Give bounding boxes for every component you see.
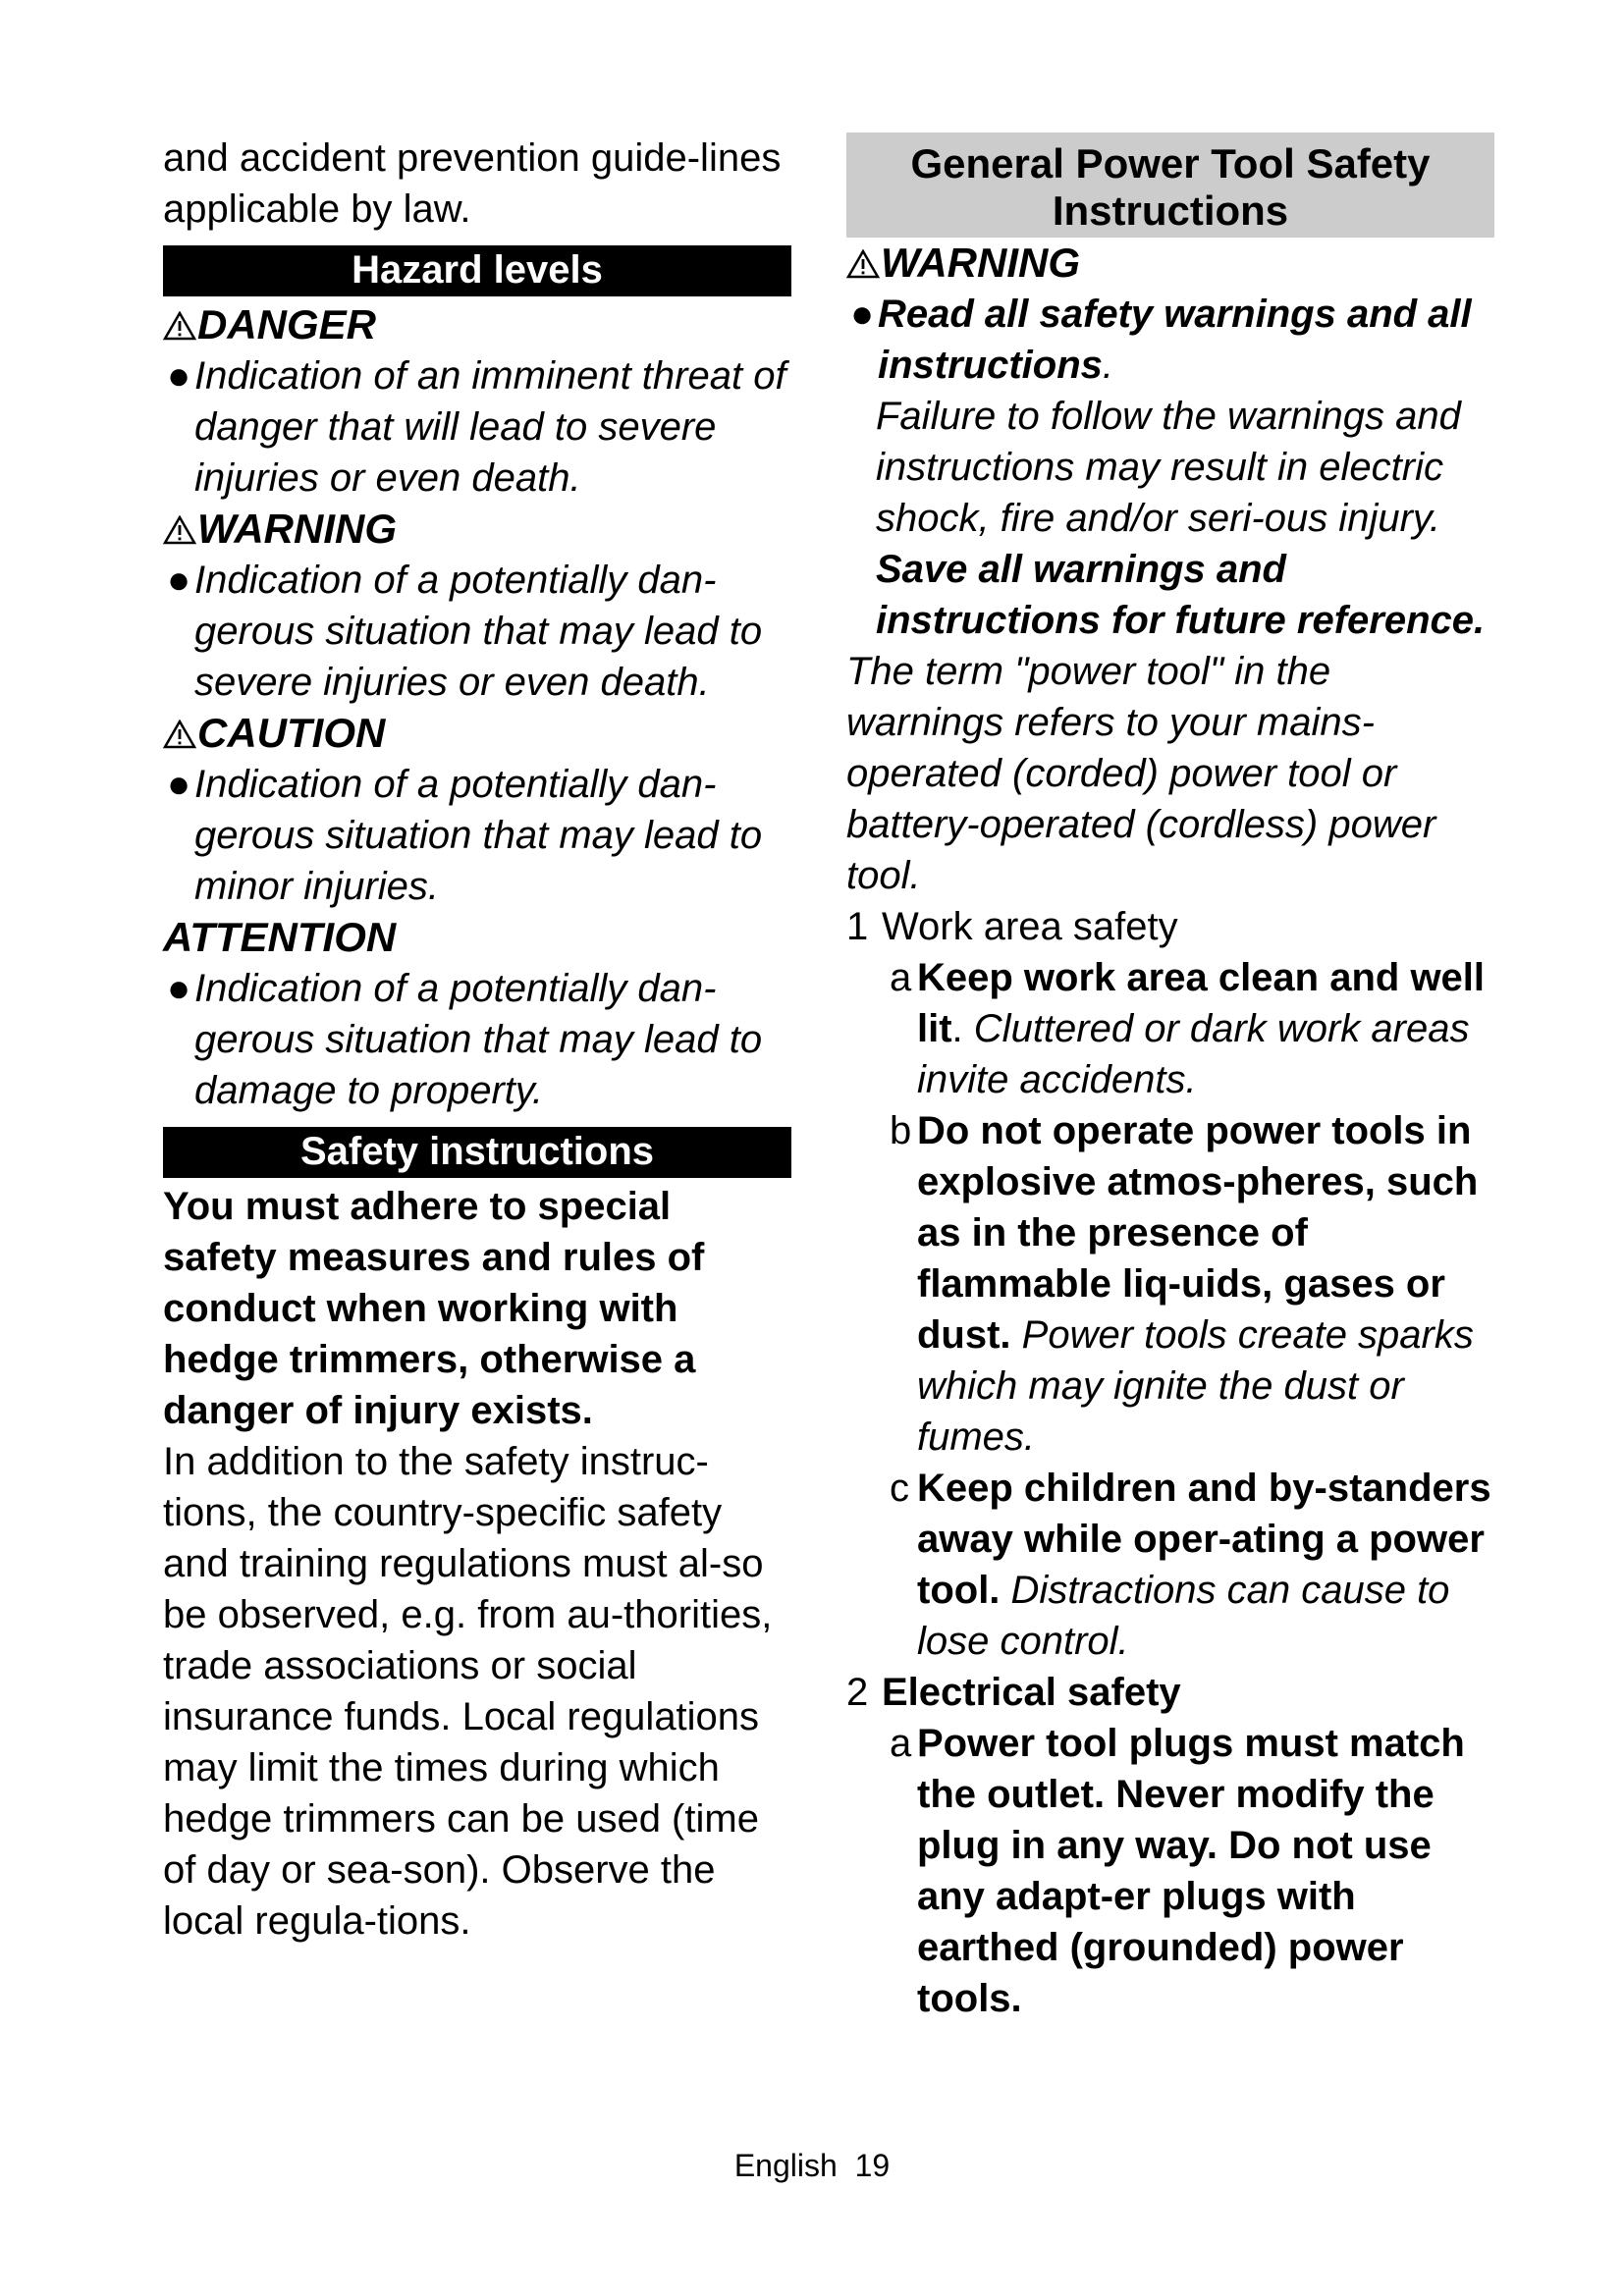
save-warnings-text: Save all warnings and instructions for future reference. [876, 548, 1486, 642]
electrical-safety-title: Electrical safety [882, 1671, 1181, 1714]
caution-description: ● Indication of a potentially dan-gerous situation that may lead to minor injuries. [167, 763, 763, 908]
warning-triangle-icon [163, 720, 196, 749]
work-area-item-c: c Keep children and by-standers away while oper-ating a power tool. Distractions can cause to lose control. [890, 1467, 1491, 1663]
warning-triangle-icon [163, 311, 196, 341]
left-column [163, 133, 791, 1947]
attention-description: ● Indication of a potentially dan-gerous situation that may lead to damage to property. [167, 967, 763, 1112]
warning-label-text: WARNING [197, 506, 397, 552]
attention-label: ATTENTION [163, 914, 397, 960]
read-instructions-item: ● Read all safety warnings and all instructions. [850, 293, 1472, 387]
warning-label [163, 504, 791, 555]
electrical-item-a: a Power tool plugs must match the outlet. Never modify the plug in any way. Do not use any adapt-er plugs with earthed (grounded) power tools. [890, 1722, 1465, 2020]
page-footer [0, 2146, 1624, 2185]
warning-description: ● Indication of a potentially dan-gerous situation that may lead to severe injuries or even death. [167, 559, 763, 704]
read-instructions-bold: Read all safety warnings and all instructions [878, 293, 1472, 387]
safety-bold-text: You must adhere to special safety measures and rules of conduct when working with hedge trimmers, otherwise a danger of injury exists. [163, 1185, 705, 1432]
work-area-safety-heading: 1 Work area safety [846, 905, 1178, 948]
failure-text: Failure to follow the warnings and instructions may result in electric shock, fire and/or seri-ous injury. [876, 395, 1461, 540]
safety-body-text: In addition to the safety instruc-tions, the country-specific safety and training regulations must al-so be observed, e.g. from au-thorities, trade associations or social insurance funds. Local regulations may limit the times during which hedge trimmers can be used (time of day or sea-son). Observe the local regula-tions. [163, 1440, 773, 1943]
warning-text: Indication of a potentially dan-gerous situation that may lead to severe injuries or even death. [194, 559, 763, 704]
work-area-safety-title: Work area safety [882, 905, 1178, 948]
failure-paragraph [846, 391, 1494, 646]
caution-label-text: CAUTION [197, 710, 386, 756]
work-area-item-a: a Keep work area clean and well lit. Cluttered or dark work areas invite accidents. [890, 956, 1486, 1101]
page-number: 19 [854, 2148, 891, 2183]
work-area-item-b: b Do not operate power tools in explosive atmos-pheres, such as in the presence of flammable liq-uids, gases or dust. Power tools create sparks which may ignite the dust or fumes. [890, 1109, 1479, 1459]
hazard-levels-heading: Hazard levels [163, 245, 791, 296]
caution-label [163, 708, 791, 759]
danger-text: Indication of an imminent threat of danger that will lead to severe injuries or even death. [194, 354, 786, 500]
general-warning-label [846, 238, 1494, 289]
warning-triangle-icon [163, 515, 196, 545]
intro-text: and accident prevention guide-lines applicable by law. [163, 136, 782, 231]
general-safety-heading: General Power Tool Safety Instructions [846, 133, 1494, 238]
footer-language: English [733, 2148, 838, 2183]
danger-label [163, 299, 791, 350]
electrical-safety-heading: 2 Electrical safety [846, 1671, 1181, 1714]
danger-description: ● Indication of an imminent threat of danger that will lead to severe injuries or even death. [167, 354, 786, 500]
right-column [846, 133, 1494, 2024]
general-warning-label-text: WARNING [881, 240, 1080, 286]
safety-instructions-heading: Safety instructions [163, 1127, 791, 1178]
attention-text: Indication of a potentially dan-gerous situation that may lead to damage to property. [194, 967, 763, 1112]
warning-triangle-icon [846, 249, 880, 279]
power-tool-term-text: The term "power tool" in the warnings refers to your mains-operated (corded) power tool or battery-operated (cordless) power tool. [846, 650, 1436, 897]
caution-text: Indication of a potentially dan-gerous situation that may lead to minor injuries. [194, 763, 763, 908]
danger-label-text: DANGER [197, 301, 377, 347]
